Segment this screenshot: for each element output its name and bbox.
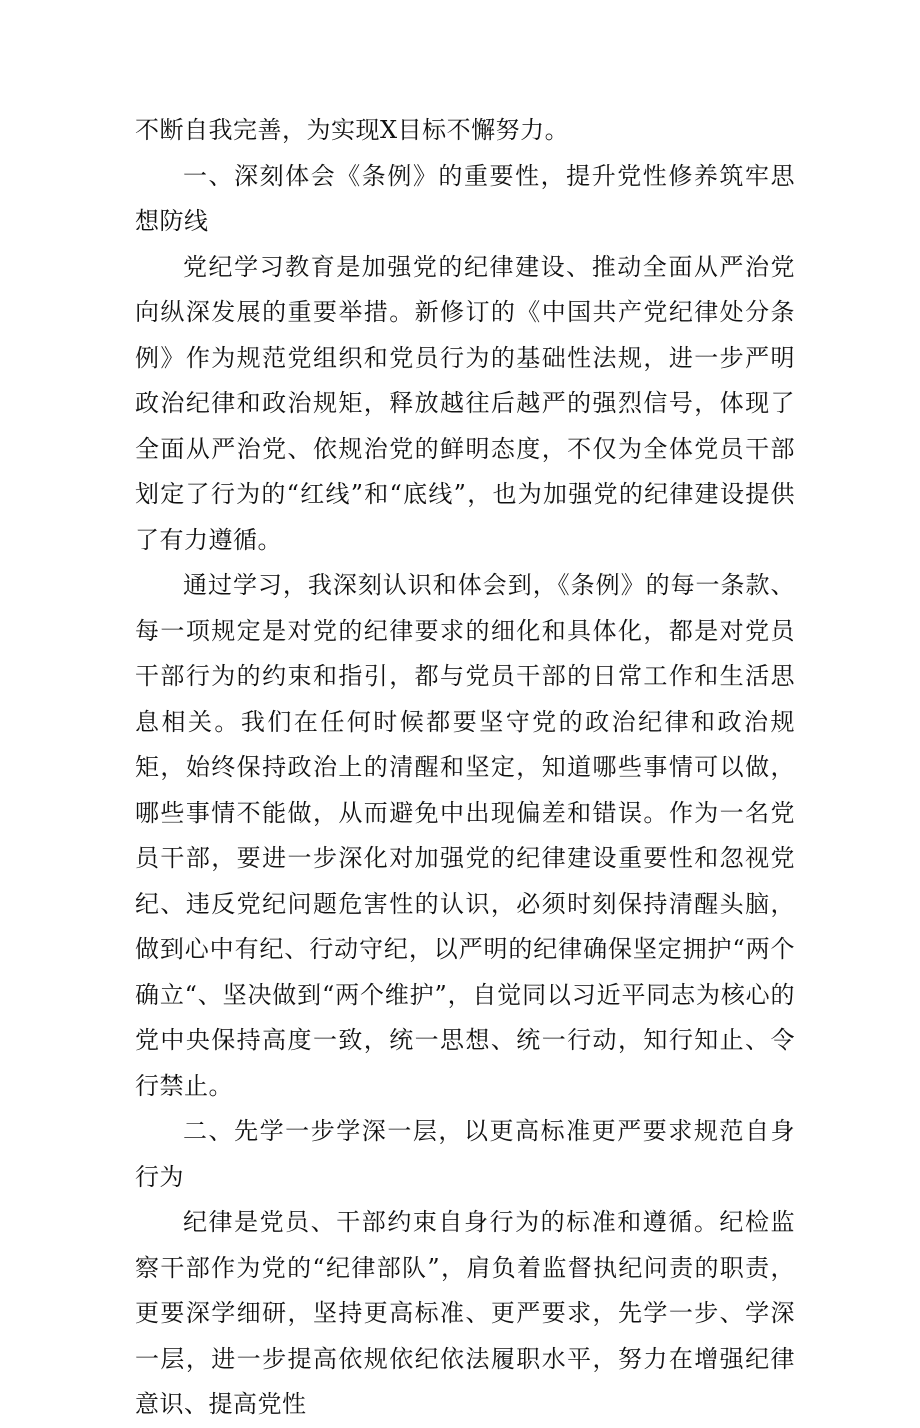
section-1-paragraph-1: 党纪学习教育是加强党的纪律建设、推动全面从严治党向纵深发展的重要举措。新修订的《中国共产党纪律处分条例》作为规范党组织和党员行为的基础性法规，进一步严明政治纪律和政治规矩，释放越往后越严的强烈信号，体现了全面从严治党、依规治党的鲜明态度，不仅为全体党员干部划定了行为的“红线”和“底线”，也为加强党的纪律建设提供了有力遵循。 [135,252,795,554]
section-2-heading: 二、先学一步学深一层，以更高标准更严要求规范自身行为 [135,1117,795,1191]
section-2-paragraph-1: 纪律是党员、干部约束自身行为的标准和遵循。纪检监察干部作为党的“纪律部队”，肩负着监督执纪问责的职责，更要深学细研，坚持更高标准、更严要求，先学一步、学深一层，进一步提高依规依纪依法履职水平，努力在增强纪律意识、提高党性 [135,1208,795,1418]
lead-paragraph: 不断自我完善，为实现X目标不懈努力。 [135,116,570,144]
section-1-heading: 一、深刻体会《条例》的重要性，提升党性修养筑牢思想防线 [135,161,795,235]
section-1-paragraph-2: 通过学习，我深刻认识和体会到，《条例》的每一条款、每一项规定是对党的纪律要求的细化和具体化，都是对党员干部行为的约束和指引，都与党员干部的日常工作和生活思息相关。我们在任何时候都要坚守党的政治纪律和政治规矩，始终保持政治上的清醒和坚定，知道哪些事情可以做，哪些事情不能做，从而避免中出现偏差和错误。作为一名党员干部，要进一步深化对加强党的纪律建设重要性和忽视党纪、违反党纪问题危害性的认识，必须时刻保持清醒头脑，做到心中有纪、行动守纪，以严明的纪律确保坚定拥护“两个确立“、坚决做到“两个维护”，自觉同以习近平同志为核心的党中央保持高度一致，统一思想、统一行动，知行知止、令行禁止。 [135,571,795,1100]
document-body [135,108,795,1428]
